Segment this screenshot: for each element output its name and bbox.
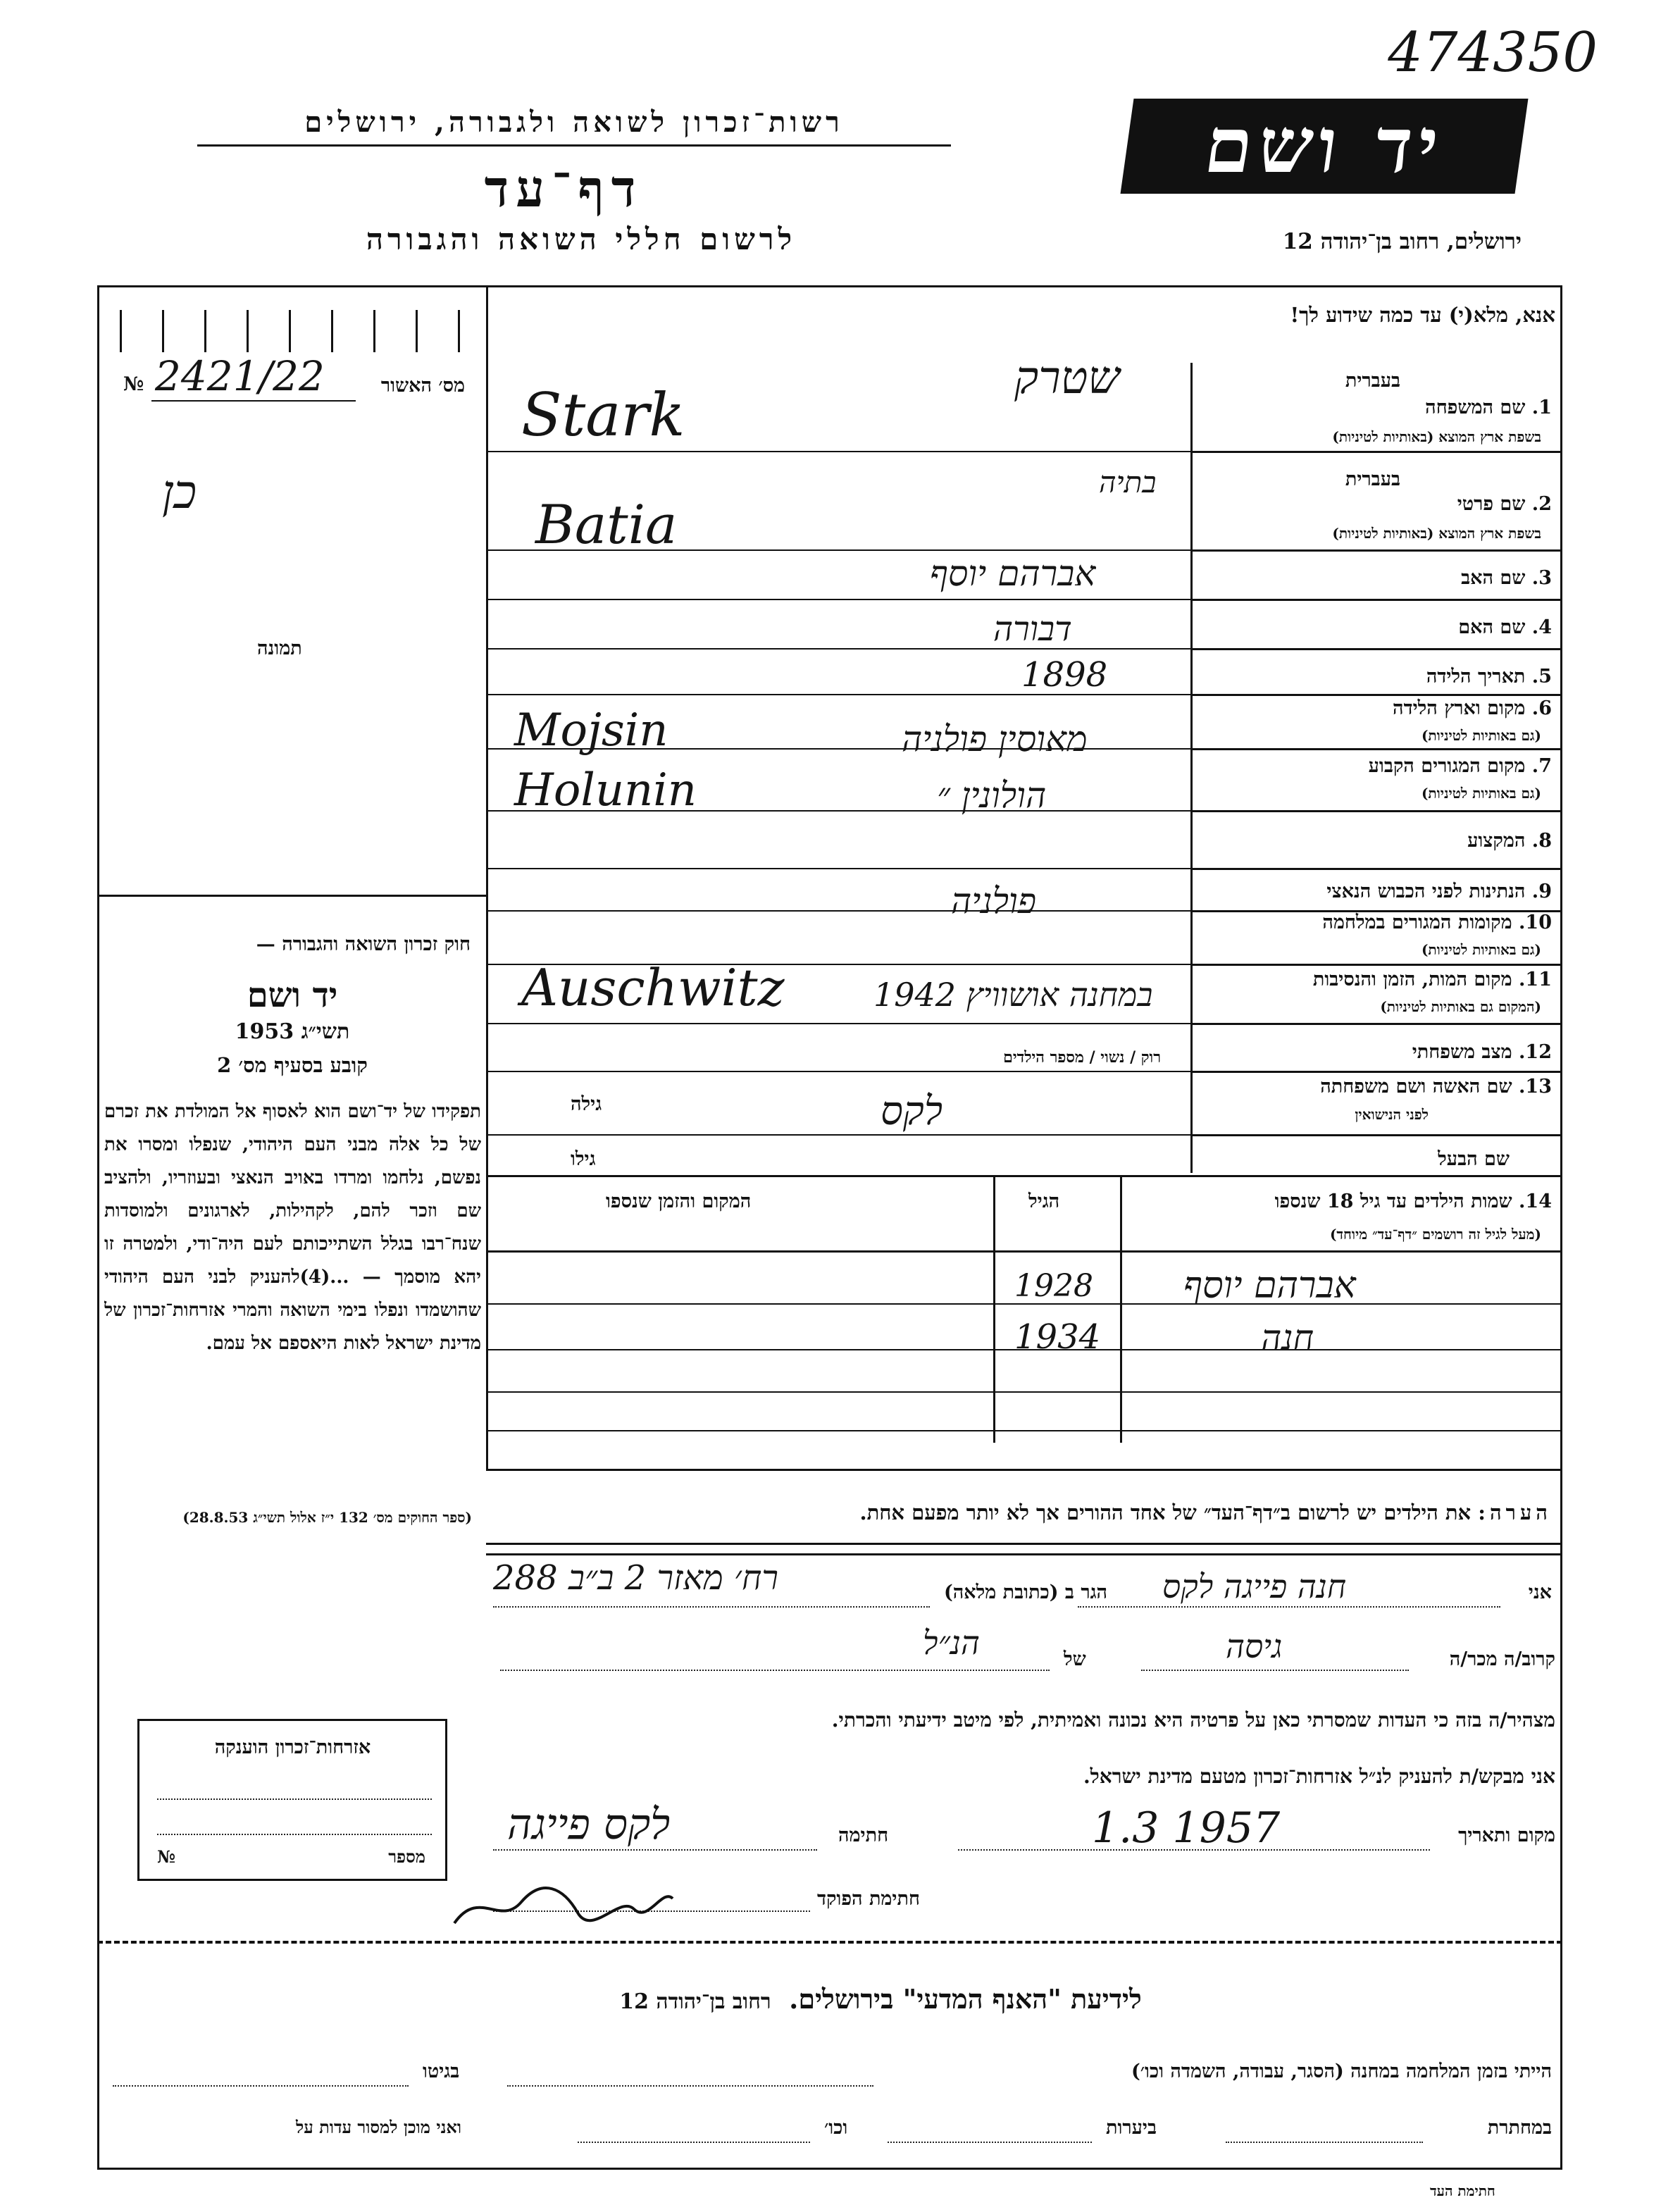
note-label: הערה: bbox=[1478, 1500, 1552, 1524]
note-text: את הילדים יש לרשום ב״דף־העד״ של אחד ההורים אך לא יותר מפעם אחת. bbox=[859, 1500, 1472, 1524]
field-10-sublabel: (גם באותיות לטיניות) bbox=[1421, 941, 1541, 958]
field-11-label-text: מקום המות, הזמן והנסיבות bbox=[1312, 969, 1512, 990]
field-11-number: 11. bbox=[1519, 969, 1552, 990]
yad-vashem-logo: יד ושם bbox=[1121, 99, 1529, 194]
citizenship-number-label: מספר bbox=[388, 1846, 425, 1867]
field-11-value-latin: Auschwitz bbox=[521, 958, 785, 1017]
field-13-number: 13. bbox=[1519, 1076, 1552, 1098]
field-9-label bbox=[1326, 881, 1552, 902]
law-heading: חוק זכרון השואה והגבורה — bbox=[256, 933, 471, 955]
declaration-place-date-label: מקום ותאריך bbox=[1458, 1825, 1555, 1846]
footer-address: רחוב בן־יהודה 12 bbox=[619, 1989, 771, 2014]
footer-witness-signature: חתימת העד bbox=[1430, 2182, 1495, 2199]
field-3-value: אברהם יוסף bbox=[930, 553, 1096, 594]
field-5-label-text: תאריך הלידה bbox=[1426, 666, 1526, 688]
child-1-name: אברהם יוסף bbox=[1183, 1265, 1356, 1307]
form-subtitle: לרשום חללי השואה והגבורה bbox=[366, 222, 797, 256]
field-6-label-text: מקום וארץ הלידה bbox=[1393, 697, 1526, 719]
field-8-label bbox=[1467, 830, 1552, 852]
footer-line2-etc: וכו׳ bbox=[824, 2117, 848, 2139]
field-4-label-text: שם האם bbox=[1458, 616, 1526, 638]
field-10-label bbox=[1322, 912, 1552, 933]
form-title: דף־עד bbox=[484, 159, 643, 218]
husband-name-label: שם הבעל bbox=[1438, 1148, 1510, 1170]
field-4-label bbox=[1458, 616, 1552, 638]
registration-number bbox=[120, 352, 472, 402]
registration-stamp: כן bbox=[162, 465, 197, 519]
registration-value: 2421/22 bbox=[155, 352, 325, 400]
field-9-label-text: הנתינות לפני הכבוש הנאצי bbox=[1326, 881, 1526, 902]
law-source: (ספר החוקים מס׳ 132 י״ז אלול תשי״ג 28.8.53) bbox=[182, 1509, 472, 1526]
field-12-label-text: מצב משפחתי bbox=[1412, 1041, 1512, 1063]
declaration-officer-label: חתימת הפוקד bbox=[817, 1888, 920, 1910]
declaration-place-date-value: 1.3 1957 bbox=[1092, 1803, 1281, 1853]
field-2-value-hebrew: בתיה bbox=[1099, 465, 1157, 499]
declaration-address-value: רח׳ מאזר 2 ב״ב 288 bbox=[493, 1558, 778, 1598]
children-number: 14. bbox=[1519, 1191, 1552, 1212]
child-1-age: 1928 bbox=[1014, 1268, 1093, 1304]
field-10-number: 10. bbox=[1519, 912, 1552, 933]
field-13-sublabel: לפני הנישואין bbox=[1355, 1106, 1429, 1123]
photo-label: תמונה bbox=[257, 638, 302, 659]
footer-line2-underground: במחתרת bbox=[1487, 2117, 1552, 2139]
declaration-i-label: אני bbox=[1528, 1582, 1552, 1603]
law-year: תשי״ג 1953 bbox=[235, 1019, 350, 1044]
authority-name: רשות־זכרון לשואה ולגבורה, ירושלים bbox=[304, 106, 844, 139]
field-1-value-hebrew: שטרק bbox=[1014, 352, 1120, 404]
declaration-signature-value: לקס פייגה bbox=[507, 1800, 671, 1849]
field-7-label-text: מקום המגורים הקבוע bbox=[1368, 755, 1526, 777]
left-column-divider bbox=[486, 285, 488, 1469]
declaration-statement: מצהיר/ה בזה כי העדות שמסרתי כאן על פרטיה היא נכונה ואמיתית, לפי מיטב ידיעתי והכרתי. bbox=[831, 1708, 1555, 1732]
citizenship-title: אזרחות־זכרון הוענקה bbox=[214, 1736, 371, 1758]
declaration-relative-label: קרוב/ה מכר/ה bbox=[1449, 1648, 1555, 1670]
citizenship-box bbox=[137, 1719, 447, 1881]
child-2-name: חנה bbox=[1261, 1317, 1314, 1358]
field-7-number: 7. bbox=[1531, 755, 1552, 777]
footer-line1-camp: הייתי בזמן המלחמה במחנה (הסגר, עבודה, השמדה וכו׳) bbox=[1131, 2061, 1552, 2082]
field-2-hebrew-tag: בעברית bbox=[1345, 468, 1400, 490]
label-column-divider bbox=[1190, 363, 1193, 1173]
children-col-age: הגיל bbox=[1028, 1191, 1060, 1212]
field-2-label-text: שם פרטי bbox=[1457, 493, 1526, 515]
field-8-label-text: המקצוע bbox=[1467, 830, 1526, 852]
field-6-sublabel: (גם באותיות לטיניות) bbox=[1421, 727, 1541, 744]
instruction-text: אנא, מלא(י) עד כמה שידוע לך! bbox=[1290, 303, 1555, 327]
husband-age-label: גילו bbox=[571, 1148, 596, 1170]
field-3-label bbox=[1461, 567, 1552, 589]
note bbox=[509, 1500, 1552, 1525]
children-col-place: המקום והזמן שנספו bbox=[606, 1191, 752, 1212]
field-1-label bbox=[1425, 397, 1552, 418]
field-1-hebrew-tag: בעברית bbox=[1345, 370, 1400, 392]
field-13-label-text: שם האשה ושם משפחתה bbox=[1320, 1076, 1512, 1098]
field-5-value: 1898 bbox=[1021, 655, 1108, 695]
field-6-number: 6. bbox=[1531, 697, 1552, 719]
field-2-number: 2. bbox=[1531, 493, 1552, 515]
field-11-sublabel: (המקום גם באותיות לטיניות) bbox=[1380, 998, 1541, 1015]
footer-line2-forests: ביערות bbox=[1106, 2117, 1157, 2139]
field-5-number: 5. bbox=[1531, 666, 1552, 688]
law-clause: קובע בסעיף מס׳ 2 bbox=[217, 1053, 368, 1077]
field-1-label-text: שם המשפחה bbox=[1425, 397, 1526, 418]
field-6-value-hebrew: מאוסין פולניה bbox=[902, 719, 1088, 759]
header-underline bbox=[197, 144, 951, 147]
field-2-sublabel: בשפת ארץ המוצא (באותיות לטיניות) bbox=[1332, 525, 1541, 542]
registration-prefix: № bbox=[123, 373, 144, 395]
field-7-value-hebrew: הולונין ״ bbox=[937, 775, 1047, 816]
field-9-value: פולניה bbox=[951, 881, 1037, 921]
footer-title: לידיעת "האנף המדעי" בירושלים. bbox=[789, 1983, 1142, 2015]
declaration-address-label: הגר ב (כתובת מלאה) bbox=[944, 1582, 1108, 1603]
field-12-number: 12. bbox=[1519, 1041, 1552, 1063]
field-5-label bbox=[1426, 666, 1552, 688]
law-name: יד ושם bbox=[247, 976, 338, 1015]
yad-vashem-address: ירושלים, רחוב בן־יהודה 12 bbox=[1282, 229, 1522, 254]
registration-label: מס׳ האשור bbox=[380, 375, 465, 397]
declaration-relative-value: גיסה bbox=[1226, 1627, 1283, 1665]
field-7-label bbox=[1369, 755, 1552, 777]
children-title bbox=[1275, 1191, 1552, 1212]
field-7-sublabel: (גם באותיות לטיניות) bbox=[1421, 785, 1541, 802]
field-1-number: 1. bbox=[1531, 397, 1552, 418]
law-text: תפקידו של יד־ושם הוא לאסוף אל המולדת את זכרם של כל אלה מבני העם היהודי, שנפלו ומסרו את נפשם, נלחמו ומרדו באויב הנאצי ובעוזריו, ולהציב שם וזכר להם, לקהילות, לארגונים ולמוסדות שנח־רבו בגלל השתייכותם לעם היה־ודי, ולמטרה זו יהא מוסמך — ...(4)להעניק לבני העם היהודי שהושמדו ונפלו בימי השואה והמרי אזרחות־זכרון של מדינת ישראל לאות היאספם אל עמם. bbox=[104, 1101, 481, 1354]
citizenship-prefix: № bbox=[157, 1846, 176, 1867]
field-1-sublabel: בשפת ארץ המוצא (באותיות לטיניות) bbox=[1332, 428, 1541, 445]
field-7-value-latin: Holunin bbox=[514, 764, 697, 816]
field-2-label bbox=[1457, 493, 1552, 515]
child-2-age: 1934 bbox=[1014, 1317, 1101, 1357]
declaration-of-label: של bbox=[1064, 1648, 1086, 1670]
declaration-i-value: חנה פייגה לקס bbox=[1162, 1567, 1347, 1605]
officer-signature bbox=[451, 1874, 676, 1930]
declaration-signature-label: חתימה bbox=[838, 1825, 889, 1846]
footer-title-row bbox=[493, 1983, 1268, 2015]
children-title-text: שמות הילדים עד גיל 18 שנספו bbox=[1274, 1191, 1512, 1212]
field-12-label bbox=[1412, 1041, 1552, 1063]
signature-scribble-icon bbox=[451, 1874, 676, 1930]
declaration-of-value: הנ״ל bbox=[923, 1624, 980, 1662]
field-11-value-hebrew: במחנה אושוויץ 1942 bbox=[873, 976, 1153, 1014]
field-9-number: 9. bbox=[1531, 881, 1552, 902]
field-11-label bbox=[1313, 969, 1552, 990]
tick-strip bbox=[120, 289, 486, 356]
field-13-value: לקס bbox=[881, 1088, 943, 1134]
field-10-label-text: מקומות המגורים במלחמה bbox=[1322, 912, 1512, 933]
footer-dashed-border bbox=[97, 1941, 1562, 1944]
footer-line2-testify: ואני מוכן למסור עדות על bbox=[296, 2117, 462, 2137]
field-8-number: 8. bbox=[1531, 830, 1552, 852]
field-13-age-label: גילה bbox=[571, 1093, 602, 1115]
archive-number: 474350 bbox=[1388, 21, 1598, 85]
field-3-label-text: שם האב bbox=[1461, 567, 1526, 589]
field-1-value-latin: Stark bbox=[521, 380, 685, 449]
field-6-value-latin: Mojsin bbox=[514, 704, 668, 757]
field-3-number: 3. bbox=[1531, 567, 1552, 589]
declaration-request: אני מבקש/ת להעניק לנ״ל אזרחות־זכרון מטעם מדינת ישראל. bbox=[1083, 1765, 1555, 1788]
footer-line1-ghetto: בגיטו bbox=[423, 2061, 460, 2082]
field-12-sublabel: רוק / נשוי / מספר הילדים bbox=[1003, 1048, 1161, 1067]
field-6-label bbox=[1393, 697, 1552, 719]
field-2-value-latin: Batia bbox=[535, 493, 678, 556]
field-4-number: 4. bbox=[1531, 616, 1552, 638]
children-subtitle: (מעל לגיל זה רושמים ״דף־עד״ מיוחד) bbox=[1329, 1226, 1541, 1243]
field-4-value: דבורה bbox=[993, 609, 1072, 649]
field-13-label bbox=[1320, 1076, 1552, 1098]
